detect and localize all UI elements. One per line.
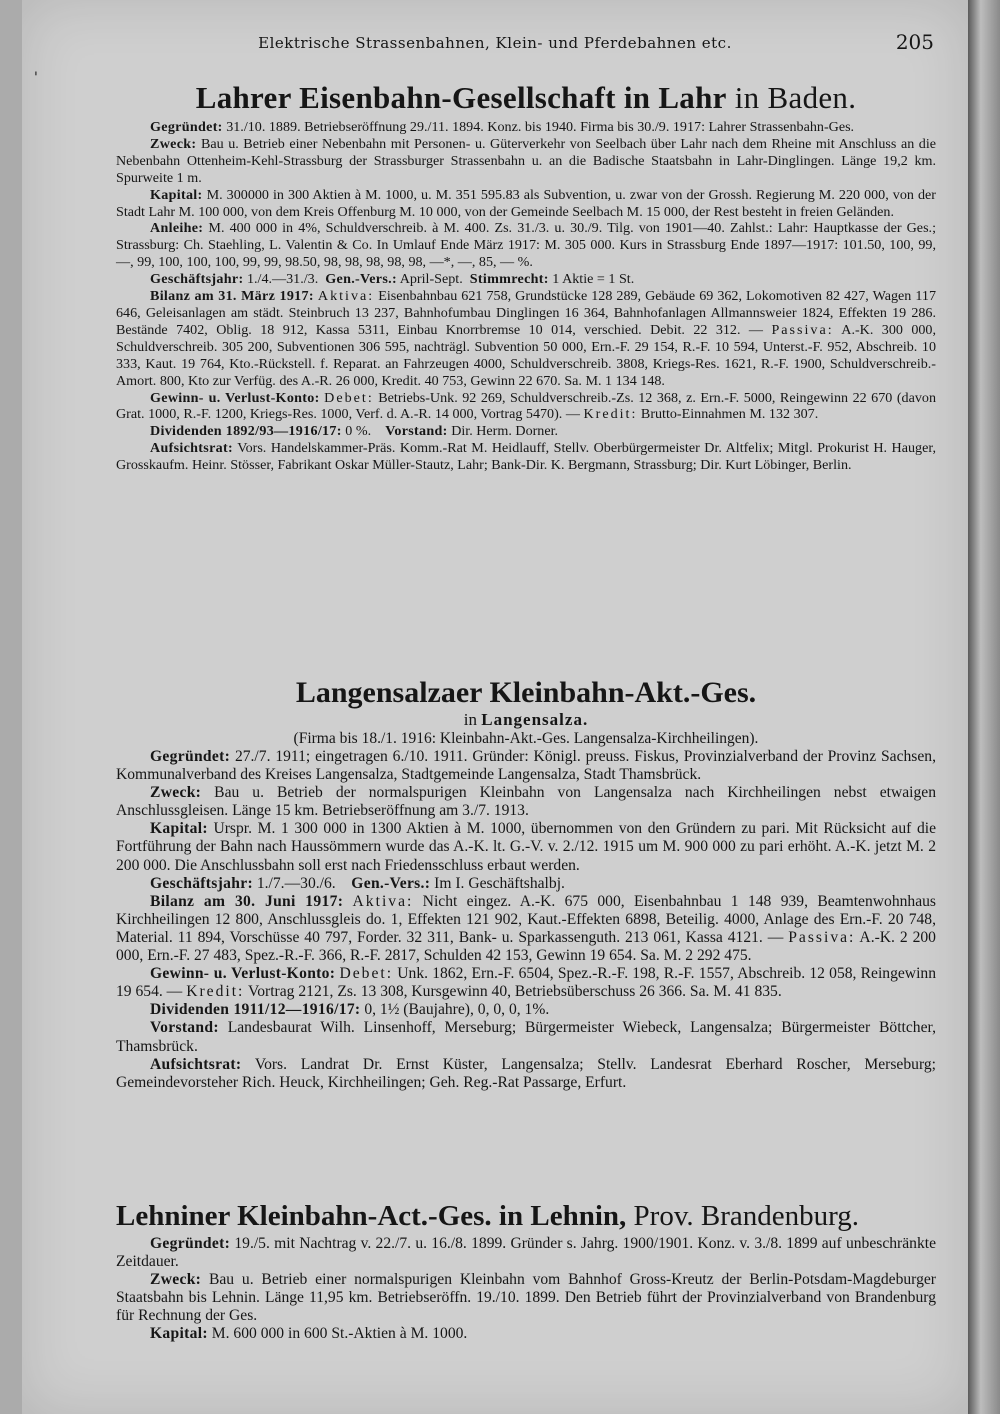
para-aufsichtsrat: Aufsichtsrat: Vors. Handelskammer-Präs. Komm.-Rat M. Heidlauff, Stellv. Oberbürgermeister Dr. Altfelix; Mitgl. Prokurist H. Hauger, Grosskaufm. Heinr. Stösser, Fabrikant Oskar Müller-Stautz, Lahr; Bank-Dir. K. Bergmann, Strassburg; Dir. Kurt Löbinger, Berlin. (116, 440, 936, 474)
former-name: (Firma bis 18./1. 1916: Kleinbahn-Akt.-Ges. Langensalza-Kirchheilingen). (293, 730, 759, 747)
para-bilanz: Bilanz am 31. März 1917: Aktiva: Eisenbahnbau 621 758, Grundstücke 128 289, Gebäude 69 362, Lokomotiven 82 427, Wagen 117 646, Geleisanlagen am städt. Steinbruch 13 237, Bahnhofumbau Dinglingen 16 364, Bahnhofanlagen Allmannsweier 1824, Effekten 19 286. Bestände 7402, Oblig. 18 912, Kassa 5311, Einbau Knorrbremse 10 014, verschied. Debit. 22 312. — Passiva: A.-K. 300 000, Schuldverschreib. 305 200, Subventionen 306 595, nachträgl. Subvention 50 000, Ern.-F. 29 154, R.-F. 10 594, Unterst.-F. 952, Abschreib. 10 333, Kaut. 19 764, Kto.-Rückstell. f. Reparat. an Fahrzeugen 4000, Schuldverschreib. 3808, Kriegs-Res. 1621, R.-F. 1900, Schuldverschreib.-Amort. 800, Kto zur Verfüg. des A.-R. 26 000, Kredit. 40 753, Gewinn 22 670. Sa. M. 1 134 148. (116, 288, 937, 389)
entry-langensalzaer (116, 676, 936, 1092)
para-vorstand: Vorstand: Landesbaurat Wilh. Linsenhoff, Merseburg; Bürgermeister Wiebeck, Langensalza; Bürgermeister Böttcher, Thamsbrück. (116, 1019, 936, 1055)
para-zweck: Zweck: Bau u. Betrieb einer normalspurigen Kleinbahn vom Bahnhof Gross-Kreutz der Berlin-Potsdam-Magdeburger Staatsbahn bis Lehnin. Länge 11,95 km. Betriebseröffn. 19./10. 1899. Den Betrieb führt der Provinzialverband von Brandenburg für Rechnung der Ges. (116, 1271, 936, 1325)
entry-body (116, 119, 936, 474)
entry-body (116, 1235, 936, 1344)
para-dividenden: Dividenden 1911/12—1916/17: 0, 1½ (Baujahre), 0, 0, 0, 1%. (150, 1001, 550, 1019)
para-gewinn-verlust: Gewinn- u. Verlust-Konto: Debet: Unk. 1862, Ern.-F. 6504, Spez.-R.-F. 198, R.-F. 1557, Abschreib. 12 058, Reingewinn 19 654. — Kredit: Vortrag 2121, Zs. 13 308, Kursgewinn 40, Betriebsüberschuss 26 366. Sa. M. 41 835. (116, 965, 936, 1001)
running-head: Elektrische Strassenbahnen, Klein- und Pferdebahnen etc. (258, 34, 732, 52)
para-gegruendet: Gegründet: 19./5. mit Nachtrag v. 22./7. u. 16./8. 1899. Gründer s. Jahrg. 1900/1901. Konz. v. 3./8. 1899 auf unbeschränkte Zeitdauer. (116, 1235, 936, 1271)
page-number: 205 (895, 30, 934, 54)
book-spine (968, 0, 1000, 1414)
entry-lahrer (116, 80, 936, 474)
para-bilanz: Bilanz am 30. Juni 1917: Aktiva: Nicht eingez. A.-K. 675 000, Eisenbahnbau 1 148 939, Beamtenwohnhaus Kirchheilingen 12 800, Anschlussgleis do. 1, Effekten 121 902, Kaut.-Effekten 6898, Beteilig. 4000, Anlage des Ern.-F. 20 748, Material. 11 894, Vorschüsse 40 797, Forder. 32 311, Bank- u. Sparkassenguth. 213 061, Kassa 4121. — Passiva: A.-K. 2 200 000, Ern.-F. 27 483, Spez.-R.-F. 366, R.-F. 2817, Schulden 42 153, Gewinn 19 654. Sa. M. 2 292 475. (116, 892, 936, 965)
para-aufsichtsrat: Aufsichtsrat: Vors. Landrat Dr. Ernst Küster, Langensalza; Stellv. Landesrat Eberhard Roscher, Merseburg; Gemeindevorsteher Rich. Heuck, Kirchheilingen; Geh. Reg.-Rat Passarge, Erfurt. (116, 1055, 936, 1091)
entry-subtitle: in Langensalza. (463, 710, 589, 729)
entry-title: Lahrer Eisenbahn-Gesellschaft in Lahr in Baden. (195, 80, 857, 115)
book-page (22, 0, 968, 1414)
para-gewinn-verlust: Gewinn- u. Verlust-Konto: Debet: Betriebs-Unk. 92 269, Schuldverschreib.-Zs. 12 368, z. Ern.-F. 5000, Reingewinn 22 670 (davon Grat. 1000, R.-F. 1200, Kriegs-Res. 1000, Verf. d. A.-R. 14 000, Vortrag 5470). — Kredit: Brutto-Einnahmen M. 132 307. (116, 389, 936, 423)
para-kapital: Kapital: M. 300000 in 300 Aktien à M. 1000, u. M. 351 595.83 als Subvention, u. zwar von der Grossh. Regierung M. 220 000, von der Stadt Lahr M. 100 000, von dem Kreis Offenburg M. 10 000, von der Gemeinde Seelbach M. 15 000, der Rest besteht in freien Geländen. (116, 186, 936, 220)
para-gegruendet: Gegründet: 31./10. 1889. Betriebseröffnung 29./11. 1894. Konz. bis 1940. Firma bis 30./9. 1917: Lahrer Strassenbahn-Ges. (150, 119, 855, 135)
para-kapital: Kapital: M. 600 000 in 600 St.-Aktien à M. 1000. (150, 1325, 468, 1343)
para-kapital: Kapital: Urspr. M. 1 300 000 in 1300 Aktien à M. 1000, übernommen von den Gründern zu pari. Mit Rücksicht auf die Fortführung der Bahn nach Haussömmern wurde das A.-K. lt. G.-V. v. 2./12. 1915 um M. 900 000 zu pari erhöht. A.-K. jetzt M. 2 200 000. Die Anschlussbahn soll erst nach Friedensschluss erbaut werden. (116, 820, 936, 874)
entry-lehniner (116, 1200, 936, 1344)
para-anleihe: Anleihe: M. 400 000 in 4%, Schuldverschreib. à M. 400. Zs. 31./3. u. 30./9. Tilg. von 1901—40. Zahlst.: Lahr: Hauptkasse der Ges.; Strassburg: Ch. Staehling, L. Valentin & Co. In Umlauf Ende März 1917: M. 305 000. Kurs in Strassburg Ende 1897—1917: 101.50, 100, 99, —, 99, 100, 100, 100, 99, 99, 98.50, 98, 98, 98, 98, 98, —*, —, 85, — %. (116, 220, 936, 271)
para-zweck: Zweck: Bau u. Betrieb einer Nebenbahn mit Personen- u. Güterverkehr von Seelbach über Lahr nach dem Rheine mit Anschluss an die Nebenbahn Ottenheim-Kehl-Strassburg der Strassburger Strassenbahn u. an die Badische Staatsbahn in Lahr-Dinglingen. Länge 19,2 km. Spurweite 1 m. (116, 135, 936, 186)
para-geschaeftsjahr: Geschäftsjahr: 1./4.—31./3. Gen.-Vers.: April-Sept. Stimmrecht: 1 Aktie = 1 St. (150, 271, 635, 288)
margin-mark: ' (34, 70, 38, 86)
entry-title: Langensalzaer Kleinbahn-Akt.-Ges. (295, 676, 757, 709)
para-geschaeftsjahr: Geschäftsjahr: 1./7.—30./6. Gen.-Vers.: Im I. Geschäftshalbj. (150, 874, 565, 892)
entry-body (116, 748, 936, 1092)
para-dividenden: Dividenden 1892/93—1916/17: 0 %. Vorstand: Dir. Herm. Dorner. (150, 423, 559, 440)
para-gegruendet: Gegründet: 27./7. 1911; eingetragen 6./10. 1911. Gründer: Königl. preuss. Fiskus, Provinzialverband der Provinz Sachsen, Kommunalverband des Kreises Langensalza, Stadtgemeinde Langensalza, Stadt Thamsbrück. (116, 748, 936, 784)
para-zweck: Zweck: Bau u. Betrieb der normalspurigen Kleinbahn von Langensalza nach Kirchheilingen nebst etwaigen Anschlussgleisen. Länge 15 km. Betriebseröffnung am 3./7. 1913. (116, 784, 936, 820)
entry-title: Lehniner Kleinbahn-Act.-Ges. in Lehnin, Prov. Brandenburg. (116, 1200, 860, 1232)
